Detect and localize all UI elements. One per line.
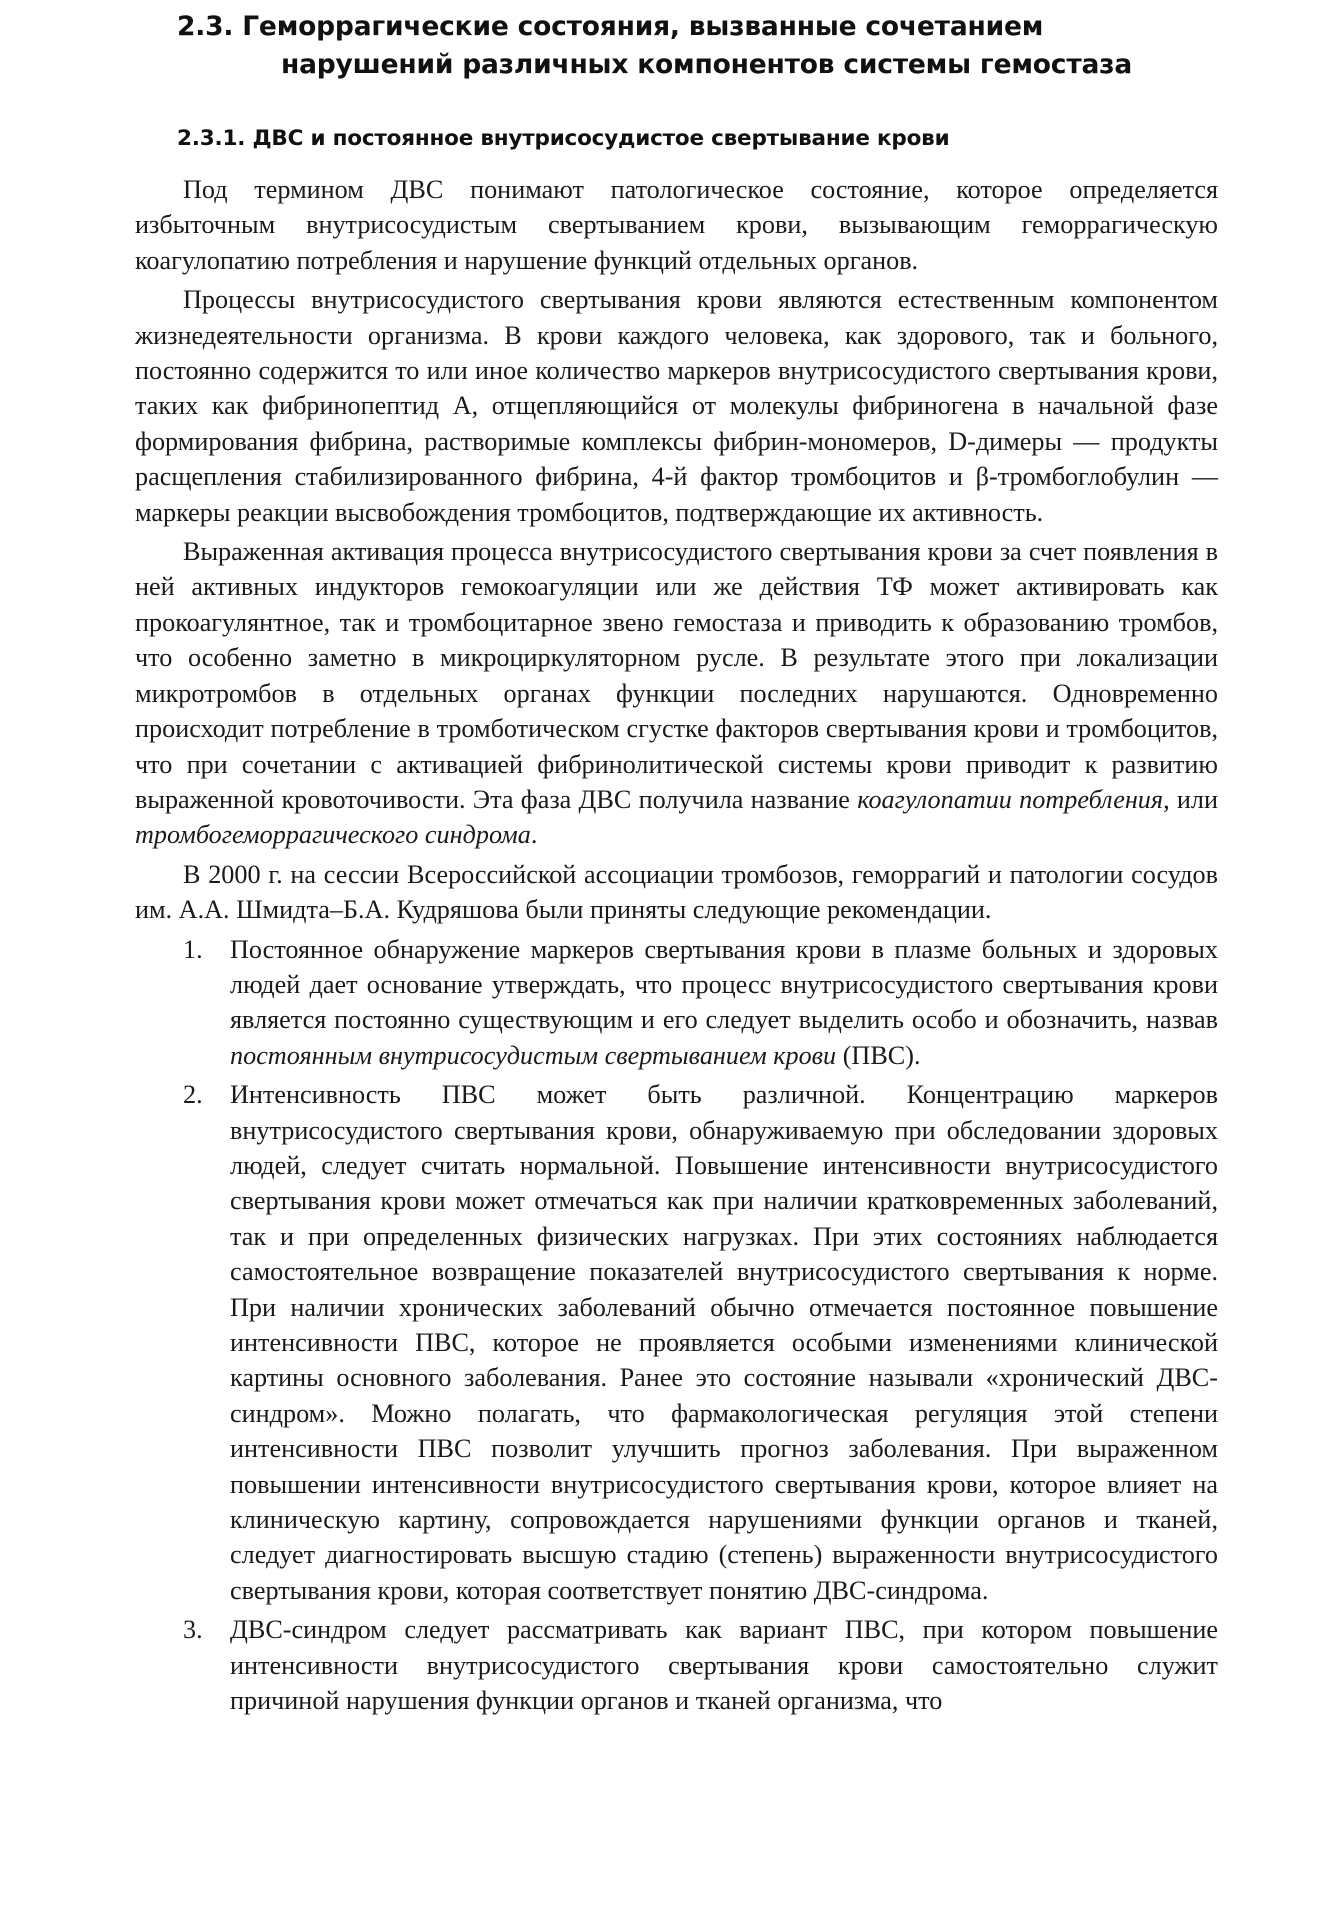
paragraph-definition: Под термином ДВС понимают патологическое состояние, которое определяется избыточным внутрисосудистым свертыванием крови, вызывающим геморрагическую коагулопатию потребления и нарушение функций отдельных органов. [135,175,1218,275]
list-item [135,1077,1218,1608]
list-item [135,1612,1218,1718]
body-text [135,172,1218,1718]
list-item-text: Интенсивность ПВС может быть различной. Концентрацию маркеров внутрисосудистого свертывания крови, обнаруживаемую при обследовании здоровых людей, следует считать нормальной. Повышение интенсивности внутрисосудистого свертывания крови может отмечаться как при наличии кратковременных заболеваний, так и при определенных физических нагрузках. При этих состояниях наблюдается самостоятельное возвращение показателей внутрисосудистого свертывания к норме. При наличии хронических заболеваний обычно отмечается постоянное повышение интенсивности ПВС, которое не проявляется особыми изменениями клинической картины основного заболевания. Ранее это состояние называли «хронический ДВС-синдром». Можно полагать, что фармакологическая регуляция этой степени интенсивности ПВС позволит улучшить прогноз заболевания. При выраженном повышении интенсивности внутрисосудистого свертывания крови, которое влияет на клиническую картину, сопровождается нарушениями функции органов и тканей, следует диагностировать высшую стадию (степень) выраженности внутрисосудистого свертывания крови, которая соответствует понятию ДВС-синдрома. [230,1080,1218,1605]
section-heading-line-2: нарушений различных компонентов системы гемостаза [281,49,1133,80]
list-item-text: ДВС-синдром следует рассматривать как вариант ПВС, при котором повышение интенсивности внутрисосудистого свертывания крови самостоятельно служит причиной нарушения функции органов и тканей организма, что [230,1615,1218,1716]
section-heading [177,8,1218,84]
paragraph-activation-end: . [530,820,538,850]
recommendations-list [135,932,1218,1719]
paragraph-recommendations-intro: В 2000 г. на сессии Всероссийской ассоциации тромбозов, геморрагий и патологии сосудов им. А.А. Шмидта–Б.А. Кудряшова были приняты следующие рекомендации. [135,859,1218,925]
list-item-number: 2. [183,1080,203,1110]
list-item-text-end: (ПВС). [836,1040,921,1070]
list-item [135,932,1218,1074]
list-item-text-start: Постоянное обнаружение маркеров свертывания крови в плазме больных и здоровых людей дает основание утверждать, что процесс внутрисосудистого свертывания крови является постоянно существующим и его следует выделить особо и обозначить, назвав [230,934,1218,1035]
paragraph-activation [135,534,1218,853]
term-constant-intravascular-coagulation: постоянным внутрисосудистым свертыванием крови [230,1040,837,1070]
list-item-number: 3. [183,1615,203,1645]
list-item-number: 1. [183,934,203,964]
term-consumption-coagulopathy: коагулопатии потребления [857,784,1164,814]
section-heading-line-1: 2.3. Геморрагические состояния, вызванные сочетанием [177,11,1044,42]
paragraph-activation-or: , или [1163,784,1218,814]
list-item-text [230,932,1218,1074]
term-thrombohemorrhagic-syndrome: тромбогеморрагического синдрома [135,820,531,850]
paragraph-markers: Процессы внутрисосудистого свертывания крови являются естественным компонентом жизнедеятельности организма. В крови каждого человека, как здорового, так и больного, постоянно содержится то или иное количество маркеров внутрисосудистого свертывания крови, таких как фибринопептид А, отщепляющийся от молекулы фибриногена в начальной фазе формирования фибрина, растворимые комплексы фибрин-мономеров, D-димеры — продукты расщепления стабилизированного фибрина, 4-й фактор тромбоцитов и β-тромбоглобулин — маркеры реакции высвобождения тромбоцитов, подтверждающие их активность. [135,285,1218,527]
paragraph-activation-text: Выраженная активация процесса внутрисосудистого свертывания крови за счет появления в ней активных индукторов гемокоагуляции или же действия ТФ может активировать как прокоагулянтное, так и тромбоцитарное звено гемостаза и приводить к образованию тромбов, что особенно заметно в микроциркуляторном русле. В результате этого при локализации микротромбов в отдельных органах функции последних нарушаются. Одновременно происходит потребление в тромботическом сгустке факторов свертывания крови и тромбоцитов, что при сочетании с активацией фибринолитической системы крови приводит к развитию выраженной кровоточивости. Эта фаза ДВС получила название [135,537,1218,814]
subsection-heading: 2.3.1. ДВС и постоянное внутрисосудистое свертывание крови [177,126,950,151]
document-page [135,0,1218,1718]
